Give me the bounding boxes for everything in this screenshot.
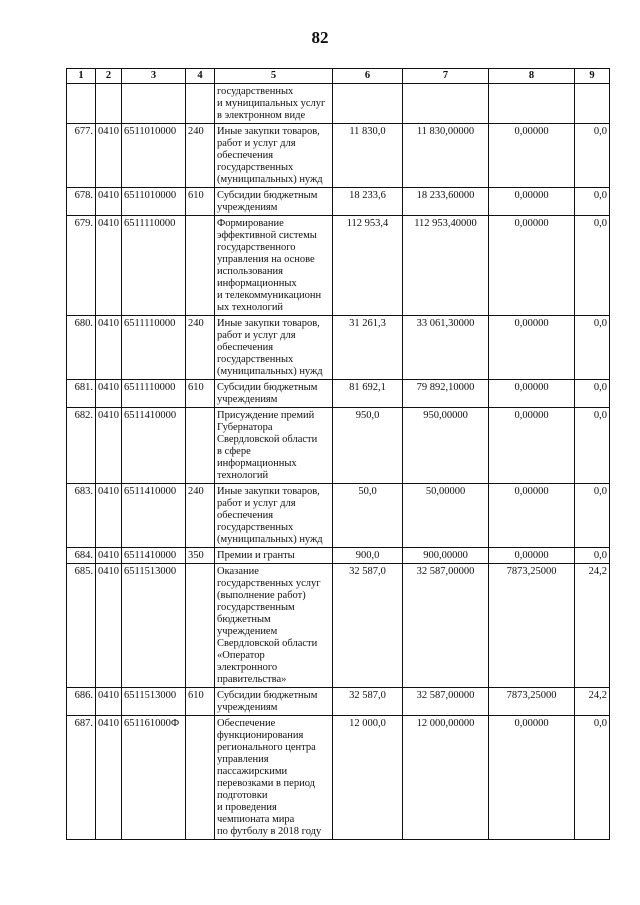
item-description: Оказание государственных услуг (выполнение работ) государственным бюджетным учреждением Свердловской области «Оператор электронного правительства»	[215, 564, 333, 688]
approved-amount: 32 587,0	[333, 564, 403, 688]
expense-type-code: 240	[186, 316, 215, 380]
target-article-code: 6511410000	[122, 408, 186, 484]
section-code	[96, 84, 122, 124]
approved-amount: 50,0	[333, 484, 403, 548]
section-code: 0410	[96, 716, 122, 840]
planned-amount	[403, 84, 489, 124]
row-number: 679.	[67, 216, 96, 316]
table-row	[67, 484, 610, 548]
item-description: Иные закупки товаров, работ и услуг для обеспечения государственных (муниципальных) нужд	[215, 316, 333, 380]
execution-percent: 0,0	[575, 380, 610, 408]
execution-percent: 0,0	[575, 316, 610, 380]
section-code: 0410	[96, 548, 122, 564]
executed-amount: 0,00000	[489, 380, 575, 408]
execution-percent	[575, 84, 610, 124]
execution-percent: 24,2	[575, 688, 610, 716]
table-header-row	[67, 69, 610, 84]
row-number	[67, 84, 96, 124]
planned-amount: 33 061,30000	[403, 316, 489, 380]
table-row	[67, 188, 610, 216]
header-col-3: 3	[122, 69, 186, 84]
execution-percent: 24,2	[575, 564, 610, 688]
executed-amount: 0,00000	[489, 188, 575, 216]
executed-amount: 7873,25000	[489, 688, 575, 716]
approved-amount: 112 953,4	[333, 216, 403, 316]
row-number: 685.	[67, 564, 96, 688]
executed-amount: 0,00000	[489, 484, 575, 548]
executed-amount	[489, 84, 575, 124]
expense-type-code: 610	[186, 380, 215, 408]
executed-amount: 0,00000	[489, 124, 575, 188]
row-number: 680.	[67, 316, 96, 380]
execution-percent: 0,0	[575, 216, 610, 316]
section-code: 0410	[96, 484, 122, 548]
execution-percent: 0,0	[575, 188, 610, 216]
target-article-code	[122, 84, 186, 124]
item-description: Субсидии бюджетным учреждениям	[215, 688, 333, 716]
section-code: 0410	[96, 188, 122, 216]
table-row	[67, 316, 610, 380]
row-number: 677.	[67, 124, 96, 188]
approved-amount: 31 261,3	[333, 316, 403, 380]
header-col-1: 1	[67, 69, 96, 84]
target-article-code: 6511010000	[122, 124, 186, 188]
item-description: Иные закупки товаров, работ и услуг для обеспечения государственных (муниципальных) нужд	[215, 484, 333, 548]
execution-percent: 0,0	[575, 716, 610, 840]
planned-amount: 18 233,60000	[403, 188, 489, 216]
executed-amount: 7873,25000	[489, 564, 575, 688]
table-row	[67, 548, 610, 564]
executed-amount: 0,00000	[489, 716, 575, 840]
table-body	[67, 84, 610, 840]
expense-type-code	[186, 216, 215, 316]
item-description: Формирование эффективной системы государственного управления на основе использования информационных и телекоммуникационн ых технологий	[215, 216, 333, 316]
planned-amount: 900,00000	[403, 548, 489, 564]
planned-amount: 50,00000	[403, 484, 489, 548]
section-code: 0410	[96, 564, 122, 688]
row-number: 682.	[67, 408, 96, 484]
expense-type-code: 350	[186, 548, 215, 564]
row-number: 678.	[67, 188, 96, 216]
approved-amount: 32 587,0	[333, 688, 403, 716]
row-number: 686.	[67, 688, 96, 716]
target-article-code: 6511110000	[122, 316, 186, 380]
header-col-4: 4	[186, 69, 215, 84]
planned-amount: 32 587,00000	[403, 688, 489, 716]
executed-amount: 0,00000	[489, 316, 575, 380]
item-description: Обеспечение функционирования регионального центра управления пассажирскими перевозками в период подготовки и проведения чемпионата мира по футболу в 2018 году	[215, 716, 333, 840]
approved-amount: 900,0	[333, 548, 403, 564]
executed-amount: 0,00000	[489, 216, 575, 316]
table-row	[67, 688, 610, 716]
table-row	[67, 564, 610, 688]
planned-amount: 32 587,00000	[403, 564, 489, 688]
expense-type-code	[186, 564, 215, 688]
target-article-code: 6511513000	[122, 688, 186, 716]
table-row	[67, 380, 610, 408]
execution-percent: 0,0	[575, 548, 610, 564]
row-number: 684.	[67, 548, 96, 564]
page-number: 82	[311, 28, 329, 47]
target-article-code: 6511513000	[122, 564, 186, 688]
approved-amount: 81 692,1	[333, 380, 403, 408]
header-col-2: 2	[96, 69, 122, 84]
header-col-6: 6	[333, 69, 403, 84]
target-article-code: 6511110000	[122, 380, 186, 408]
approved-amount: 18 233,6	[333, 188, 403, 216]
planned-amount: 950,00000	[403, 408, 489, 484]
table-row	[67, 408, 610, 484]
approved-amount: 950,0	[333, 408, 403, 484]
target-article-code: 6511410000	[122, 484, 186, 548]
target-article-code: 6511410000	[122, 548, 186, 564]
budget-table	[66, 68, 610, 840]
section-code: 0410	[96, 688, 122, 716]
execution-percent: 0,0	[575, 124, 610, 188]
target-article-code: 6511110000	[122, 216, 186, 316]
execution-percent: 0,0	[575, 484, 610, 548]
expense-type-code	[186, 84, 215, 124]
planned-amount: 11 830,00000	[403, 124, 489, 188]
expense-type-code: 610	[186, 688, 215, 716]
execution-percent: 0,0	[575, 408, 610, 484]
item-description: государственных и муниципальных услуг в электронном виде	[215, 84, 333, 124]
section-code: 0410	[96, 380, 122, 408]
row-number: 683.	[67, 484, 96, 548]
approved-amount	[333, 84, 403, 124]
table-row	[67, 84, 610, 124]
expense-type-code: 240	[186, 124, 215, 188]
planned-amount: 12 000,00000	[403, 716, 489, 840]
approved-amount: 11 830,0	[333, 124, 403, 188]
expense-type-code: 610	[186, 188, 215, 216]
target-article-code: 651161000Ф	[122, 716, 186, 840]
section-code: 0410	[96, 316, 122, 380]
header-col-5: 5	[215, 69, 333, 84]
approved-amount: 12 000,0	[333, 716, 403, 840]
section-code: 0410	[96, 408, 122, 484]
row-number: 687.	[67, 716, 96, 840]
expense-type-code	[186, 716, 215, 840]
expense-type-code: 240	[186, 484, 215, 548]
table-row	[67, 124, 610, 188]
row-number: 681.	[67, 380, 96, 408]
table-row	[67, 716, 610, 840]
expense-type-code	[186, 408, 215, 484]
table-row	[67, 216, 610, 316]
planned-amount: 79 892,10000	[403, 380, 489, 408]
item-description: Присуждение премий Губернатора Свердловской области в сфере информационных технологий	[215, 408, 333, 484]
item-description: Иные закупки товаров, работ и услуг для обеспечения государственных (муниципальных) нужд	[215, 124, 333, 188]
executed-amount: 0,00000	[489, 548, 575, 564]
header-col-8: 8	[489, 69, 575, 84]
header-col-7: 7	[403, 69, 489, 84]
item-description: Субсидии бюджетным учреждениям	[215, 188, 333, 216]
item-description: Субсидии бюджетным учреждениям	[215, 380, 333, 408]
section-code: 0410	[96, 216, 122, 316]
target-article-code: 6511010000	[122, 188, 186, 216]
planned-amount: 112 953,40000	[403, 216, 489, 316]
executed-amount: 0,00000	[489, 408, 575, 484]
section-code: 0410	[96, 124, 122, 188]
header-col-9: 9	[575, 69, 610, 84]
item-description: Премии и гранты	[215, 548, 333, 564]
